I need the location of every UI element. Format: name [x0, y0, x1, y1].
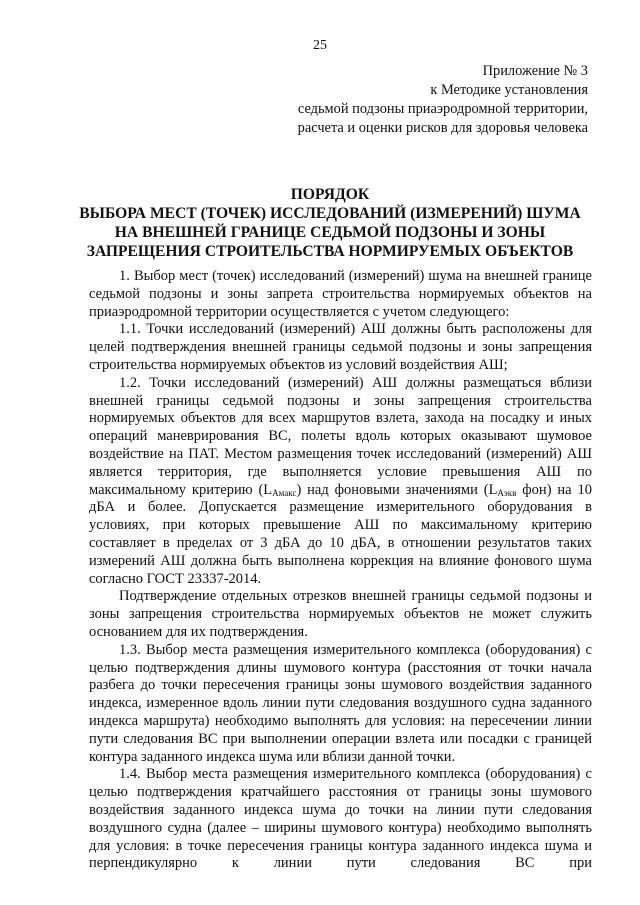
paragraph-1-2-part-a: 1.2. Точки исследований (измерений) АШ должны размещаться вблизи внешней границы седьмой подзоны и зоны запрещения строительства нормируемых объектов для всех маршрутов взлета, захода на посадку и иных операций маневрирования ВС, полеты вдоль которых оказывают шумовое воздействие на ПАТ. Местом размещения точек исследований (измерений) АШ является территория, где выполняется условие превышения АШ по максимальному критерию (L [89, 374, 592, 498]
paragraph-1-2 [89, 375, 592, 589]
title-line-2: ВЫБОРА МЕСТ (ТОЧЕК) ИССЛЕДОВАНИЙ (ИЗМЕРЕНИЙ) ШУМА [79, 205, 581, 222]
appendix-line-3: седьмой подзоны приаэродромной территории, [297, 101, 588, 117]
document-body [89, 268, 592, 873]
paragraph-1-2-part-b: ) над фоновыми значениями (L [296, 481, 498, 498]
subscript-a-max: Aмакс [272, 487, 297, 498]
paragraph-1-2-part-c: фон) на 10 дБА и более. Допускается размещение измерительного оборудования в условиях, при которых превышение АШ по максимальному критерию составляет в пределах от 3 дБА до 10 дБА, в отношении результатов таких измерений АШ должна быть выполнена коррекция на влияние фонового шума согласно ГОСТ 23337-2014. [89, 481, 592, 587]
document-title [60, 185, 600, 261]
page-number: 25 [313, 38, 327, 53]
title-line-4: ЗАПРЕЩЕНИЯ СТРОИТЕЛЬСТВА НОРМИРУЕМЫХ ОБЪЕКТОВ [86, 243, 574, 260]
appendix-header [298, 62, 588, 138]
paragraph-1-1: 1.1. Точки исследований (измерений) АШ должны быть расположены для целей подтверждения внешней границы седьмой подзоны и зоны запрещения строительства нормируемых объектов из условий воздействия АШ; [89, 321, 592, 373]
title-line-1: ПОРЯДОК [290, 186, 370, 203]
paragraph-1: 1. Выбор мест (точек) исследований (измерений) шума на внешней границе седьмой подзоны и зоны запрета строительства нормируемых объектов на приаэродромной территории осуществляется с учетом следующего: [89, 268, 592, 320]
appendix-line-1: Приложение № 3 [482, 63, 588, 79]
title-line-3: НА ВНЕШНЕЙ ГРАНИЦЕ СЕДЬМОЙ ПОДЗОНЫ И ЗОНЫ [114, 224, 546, 241]
paragraph-1-3: 1.3. Выбор места размещения измерительного комплекса (оборудования) с целью подтверждения длины шумового контура (расстояния от точки начала разбега до точки пересечения границы зоны шумового воздействия заданного индекса, измеренное вдоль линии пути следования воздушного судна заданного индекса маршрута) необходимо выполнять для условия: на пересечении линии пути следования ВС при выполнении операции взлета или посадки с границей контура заданного индекса шума или вблизи данной точки. [89, 641, 592, 765]
paragraph-1-4: 1.4. Выбор места размещения измерительного комплекса (оборудования) с целью подтверждения кратчайшего расстояния от границы зоны шумового воздействия заданного индекса шума до точки на линии пути следования воздушного судна (далее – ширины шумового контура) необходимо выполнять для условия: в точке пересечения границы контура заданного индекса шума и перпендикулярно к линии пути следования ВС при [89, 766, 592, 872]
appendix-line-4: расчета и оценки рисков для здоровья человека [297, 120, 588, 136]
appendix-line-2: к Методике установления [430, 82, 588, 98]
paragraph-confirmation: Подтверждение отдельных отрезков внешней границы седьмой подзоны и зоны запрещения строительства нормируемых объектов не может служить основанием для их подтверждения. [89, 588, 592, 640]
subscript-a-eq: Aэкв [497, 487, 517, 498]
